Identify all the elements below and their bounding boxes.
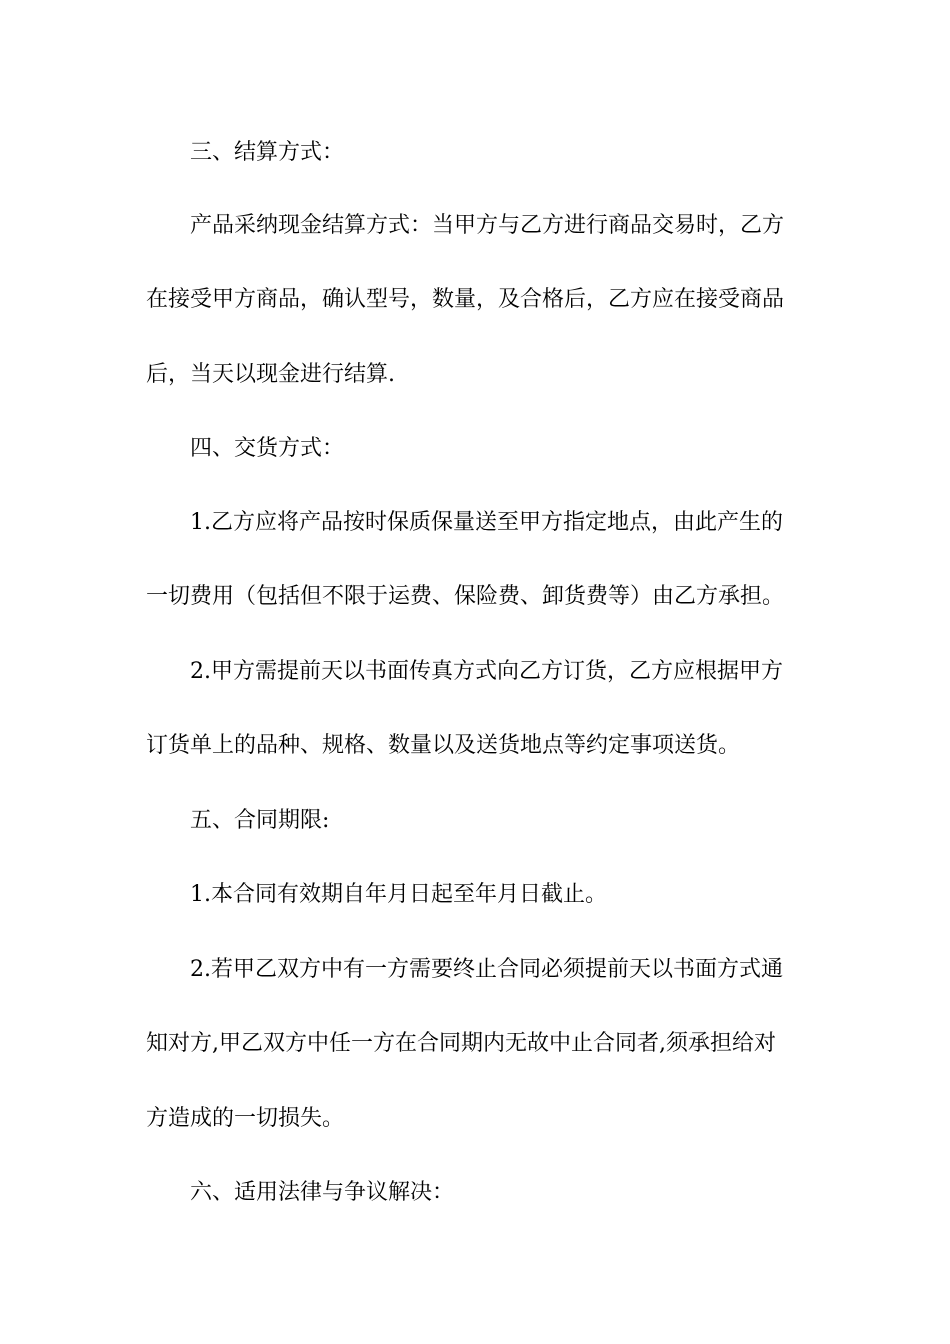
section-heading-law: 六、适用法律与争议解决： — [190, 1180, 455, 1205]
section-heading-settlement: 三、结算方式： — [190, 140, 345, 165]
section-heading-term: 五、合同期限: — [190, 808, 330, 833]
paragraph-line: 产品采纳现金结算方式：当甲方与乙方进行商品交易时，乙方 — [190, 213, 785, 238]
paragraph-line: 1.乙方应将产品按时保质保量送至甲方指定地点，由此产生的 — [190, 510, 783, 535]
paragraph-line: 在接受甲方商品，确认型号，数量，及合格后，乙方应在接受商品 — [146, 287, 785, 312]
paragraph-line: 方造成的一切损失。 — [146, 1106, 345, 1131]
paragraph-line: 一切费用（包括但不限于运费、保险费、卸货费等）由乙方承担。 — [146, 584, 785, 609]
paragraph-line: 订货单上的品种、规格、数量以及送货地点等约定事项送货。 — [146, 733, 741, 758]
paragraph-line: 2.甲方需提前天以书面传真方式向乙方订货，乙方应根据甲方 — [190, 659, 783, 684]
section-heading-delivery: 四、交货方式： — [190, 436, 345, 461]
paragraph-line: 后，当天以现金进行结算. — [146, 362, 395, 387]
paragraph-line: 1.本合同有效期自年月日起至年月日截止。 — [190, 882, 607, 907]
paragraph-line: 2.若甲乙双方中有一方需要终止合同必须提前天以书面方式通 — [190, 957, 783, 982]
paragraph-line: 知对方,甲乙双方中任一方在合同期内无故中止合同者,须承担给对 — [146, 1031, 776, 1056]
